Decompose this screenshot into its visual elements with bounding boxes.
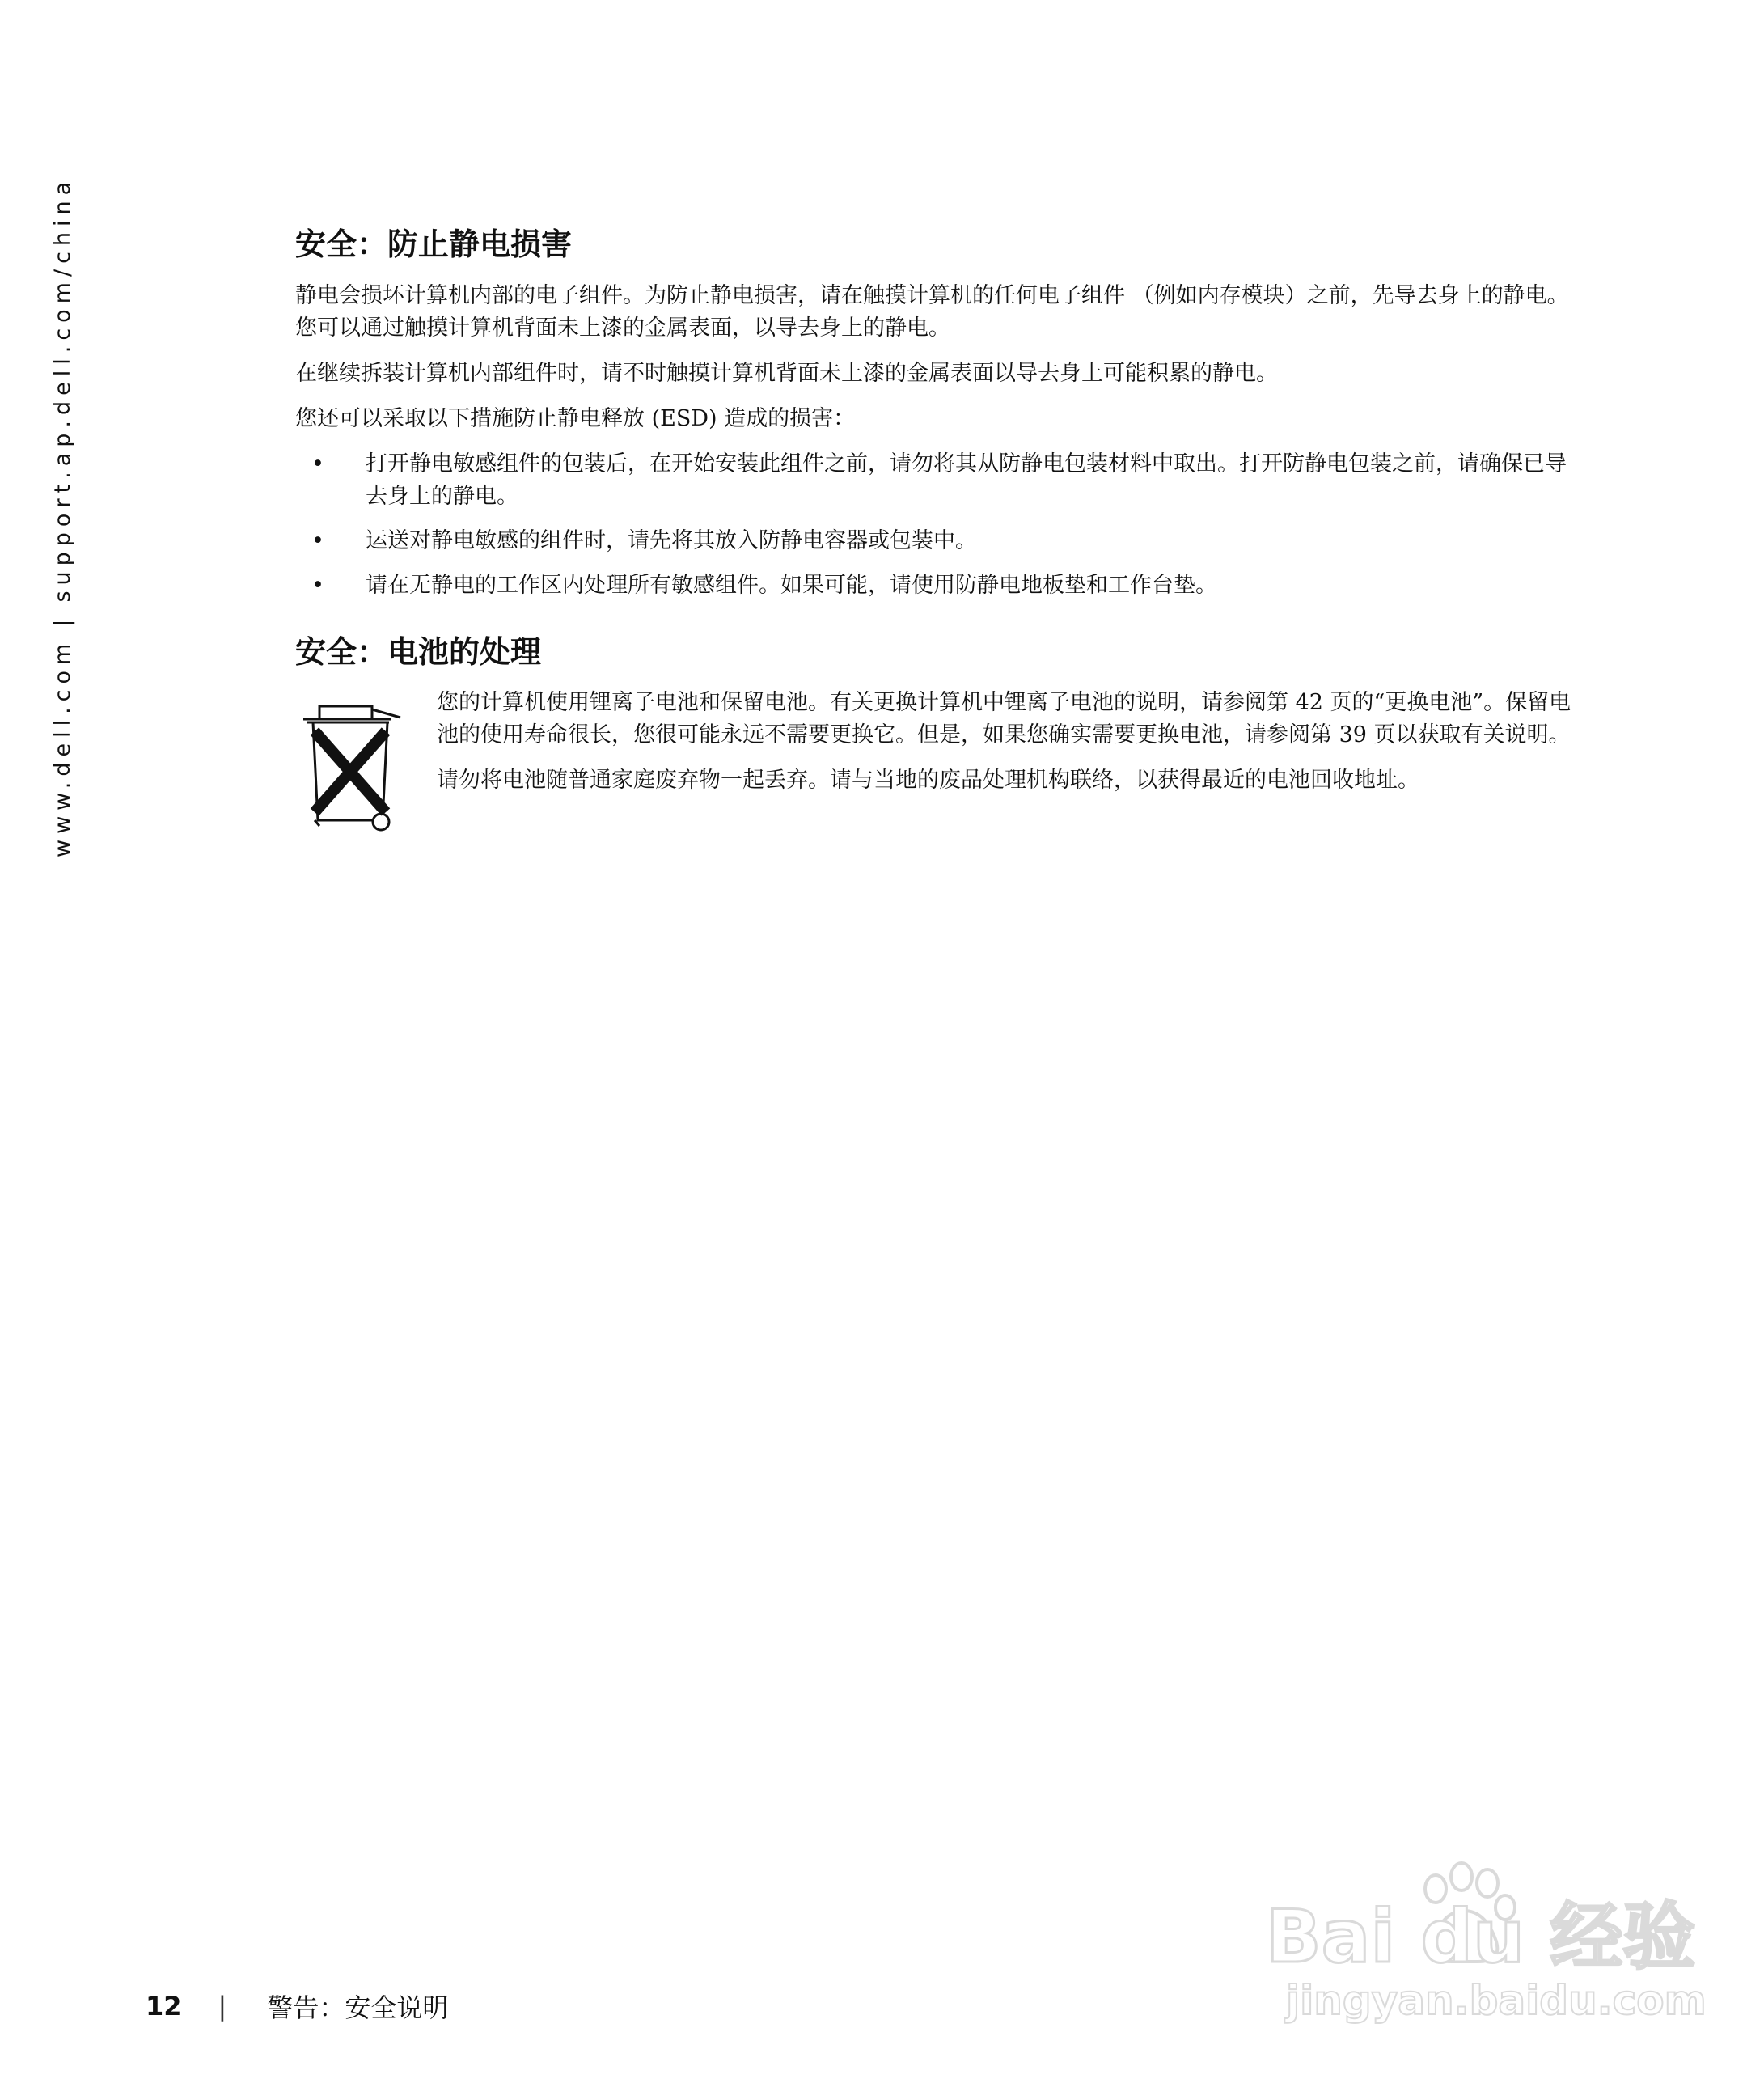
bullet-icon: • <box>311 451 324 476</box>
list-item-text: 运送对静电敏感的组件时，请先将其放入防静电容器或包装中。 <box>366 527 977 553</box>
battery-paragraph: 您的计算机使用锂离子电池和保留电池。有关更换计算机中锂离子电池的说明，请参阅第 42 页的“更换电池”。保留电池的使用寿命很长，您很可能永远不需要更换它。但是，如果您确实需要更换电池，请参阅第 39 页以获取有关说明。 <box>437 690 1571 748</box>
esd-measures-list <box>295 448 1581 602</box>
watermark-url: jingyan.baidu.com <box>1286 1977 1707 2024</box>
sidebar-url-support: support.ap.dell.com/china <box>50 176 75 603</box>
crossed-out-bin-icon <box>295 687 437 836</box>
sidebar-url <box>50 176 75 857</box>
list-item-text: 请在无静电的工作区内处理所有敏感组件。如果可能，请使用防静电地板垫和工作台垫。 <box>366 572 1217 598</box>
bullet-icon: • <box>311 527 324 553</box>
page-content <box>295 227 1581 836</box>
battery-section <box>295 687 1581 836</box>
esd-paragraph: 在继续拆装计算机内部组件时，请不时触摸计算机背面未上漆的金属表面以导去身上可能积累的静电。 <box>295 360 1278 386</box>
page-footer <box>146 1988 448 2025</box>
section-title-battery: 安全：电池的处理 <box>295 633 542 670</box>
bullet-icon: • <box>311 572 324 598</box>
battery-paragraph: 请勿将电池随普通家庭废弃物一起丢弃。请与当地的废品处理机构联络，以获得最近的电池回收地址。 <box>437 768 1419 794</box>
watermark-brand: Bai du 经验 <box>1266 1895 1696 1979</box>
esd-paragraph: 静电会损坏计算机内部的电子组件。为防止静电损害，请在触摸计算机的任何电子组件 （例如内存模块）之前，先导去身上的静电。您可以通过触摸计算机背面未上漆的金属表面，以导去身上的静电。 <box>295 282 1569 341</box>
list-item-text: 打开静电敏感组件的包装后，在开始安装此组件之前，请勿将其从防静电包装材料中取出。打开防静电包装之前，请确保已导去身上的静电。 <box>366 451 1567 509</box>
footer-separator: | <box>218 1991 227 2022</box>
list-item <box>295 569 1581 602</box>
esd-paragraph: 您还可以采取以下措施防止静电释放 (ESD) 造成的损害： <box>295 405 856 431</box>
sidebar-url-dell: www.dell.com <box>50 637 75 857</box>
list-item <box>295 448 1581 513</box>
list-item <box>295 525 1581 557</box>
sidebar-separator: | <box>50 613 75 627</box>
baidu-watermark <box>1250 1852 1707 2024</box>
section-title-esd: 安全：防止静电损害 <box>295 227 573 262</box>
footer-section-title: 警告：安全说明 <box>267 1992 449 2023</box>
page-number: 12 <box>146 1991 182 2022</box>
